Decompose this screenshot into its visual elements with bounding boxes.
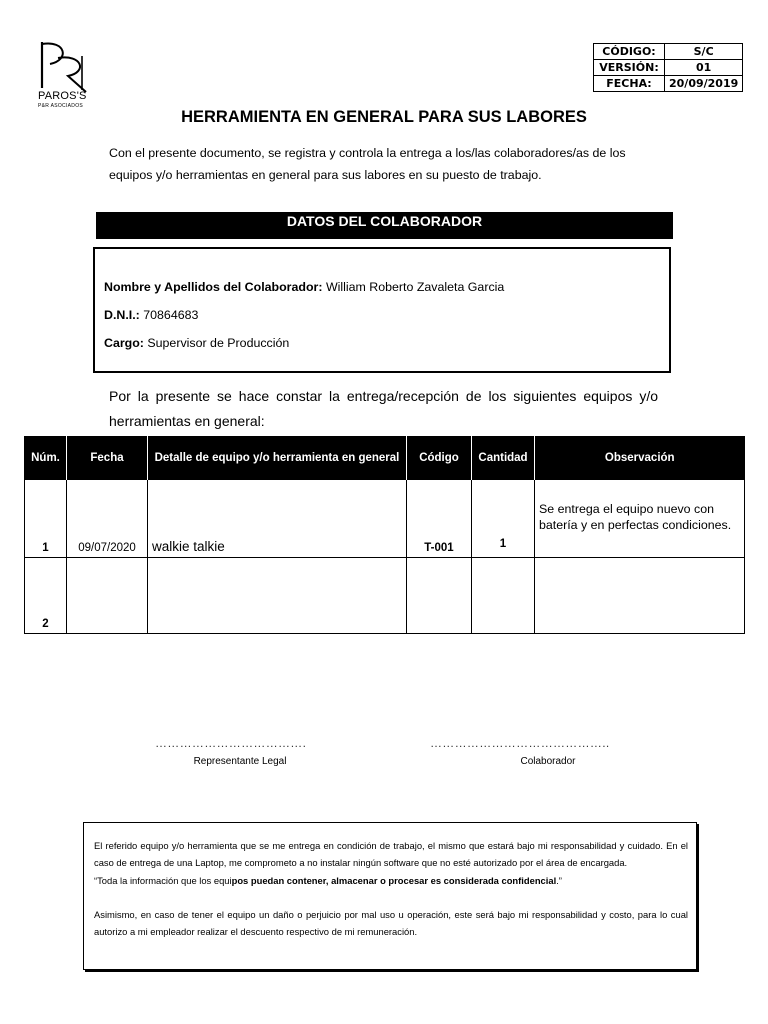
dni-field <box>104 308 198 322</box>
note-confidentiality-end: .” <box>556 874 562 886</box>
collaborator-name-field <box>104 280 504 294</box>
equipment-table <box>24 436 745 634</box>
version-label: VERSIÓN: <box>594 60 665 76</box>
collaborator-section-header: DATOS DEL COLABORADOR <box>96 212 673 239</box>
row-code <box>407 558 472 634</box>
row-date <box>67 558 148 634</box>
role-field <box>104 336 289 350</box>
collaborator-name-value: William Roberto Zavaleta Garcia <box>325 280 505 294</box>
row-detail <box>148 558 407 634</box>
document-control-table <box>593 43 743 92</box>
row-obs <box>535 558 745 634</box>
note-confidentiality-lead: “Toda la información que los equi <box>94 874 232 886</box>
date-label: FECHA: <box>594 76 665 92</box>
row-obs: Se entrega el equipo nuevo con batería y en perfectas condiciones. <box>535 480 745 558</box>
row-num: 1 <box>25 480 67 558</box>
version-row <box>594 60 743 76</box>
signature-label-legal: Representante Legal <box>193 756 287 767</box>
dni-label: D.N.I.: <box>104 308 140 322</box>
version-value: 01 <box>665 60 743 76</box>
col-header-qty: Cantidad <box>472 436 535 480</box>
code-row <box>594 44 743 60</box>
note-confidentiality-bold: pos puedan contener, almacenar o procesar es considerada confidencial <box>231 874 557 886</box>
dni-value: 70864683 <box>143 308 199 322</box>
col-header-num: Núm. <box>25 436 67 480</box>
col-header-date: Fecha <box>67 436 148 480</box>
logo-name: PAROS'S <box>38 90 87 102</box>
signature-line-legal: ………………………………. <box>155 736 307 750</box>
note-paragraph-3: Asimismo, en caso de tener el equipo un daño o perjuicio por mal uso u operación, este será bajo mi responsabilidad y costo, para lo cual autorizo a mi empleador realizar el descuento respectivo de mi remuneración. <box>94 908 688 938</box>
collaborator-name-label: Nombre y Apellidos del Colaborador: <box>104 280 323 294</box>
delivery-statement: Por la presente se hace constar la entrega/recepción de los siguientes equipos y/o herramientas en general: <box>109 388 658 429</box>
collaborator-box <box>93 247 671 373</box>
table-row <box>25 558 745 634</box>
role-label: Cargo: <box>104 336 144 350</box>
signature-label-collaborator: Colaborador <box>520 756 576 767</box>
table-row <box>25 480 745 558</box>
row-code: T-001 <box>407 480 472 558</box>
note-confidentiality <box>94 872 688 889</box>
row-qty: 1 <box>472 480 535 558</box>
row-qty <box>472 558 535 634</box>
col-header-obs: Observación <box>535 436 745 480</box>
responsibility-note <box>83 822 697 970</box>
date-value: 20/09/2019 <box>665 76 743 92</box>
row-detail: walkie talkie <box>148 480 407 558</box>
note-paragraph-1: El referido equipo y/o herramienta que se me entrega en condición de trabajo, el mismo que estará bajo mi responsabilidad y cuidado. En el caso de entrega de una Laptop, me comprometo a no instalar ningún software que no esté autorizado por el área de encargada. <box>94 840 688 869</box>
code-value: S/C <box>665 44 743 60</box>
intro-paragraph: Con el presente documento, se registra y controla la entrega a los/las colaboradores/as de los equipos y/o herramientas en general para sus labores en su puesto de trabajo. <box>109 146 626 182</box>
row-num: 2 <box>25 558 67 634</box>
table-header-row <box>25 436 745 480</box>
date-row <box>594 76 743 92</box>
document-title: HERRAMIENTA EN GENERAL PARA SUS LABORES <box>181 108 587 126</box>
role-value: Supervisor de Producción <box>147 336 290 350</box>
logo-subtitle: P&R ASOCIADOS <box>38 103 84 109</box>
col-header-detail: Detalle de equipo y/o herramienta en general <box>148 436 407 480</box>
signature-line-collaborator: …………………………………….. <box>430 736 610 750</box>
row-date: 09/07/2020 <box>67 480 148 558</box>
col-header-code: Código <box>407 436 472 480</box>
code-label: CÓDIGO: <box>594 44 665 60</box>
